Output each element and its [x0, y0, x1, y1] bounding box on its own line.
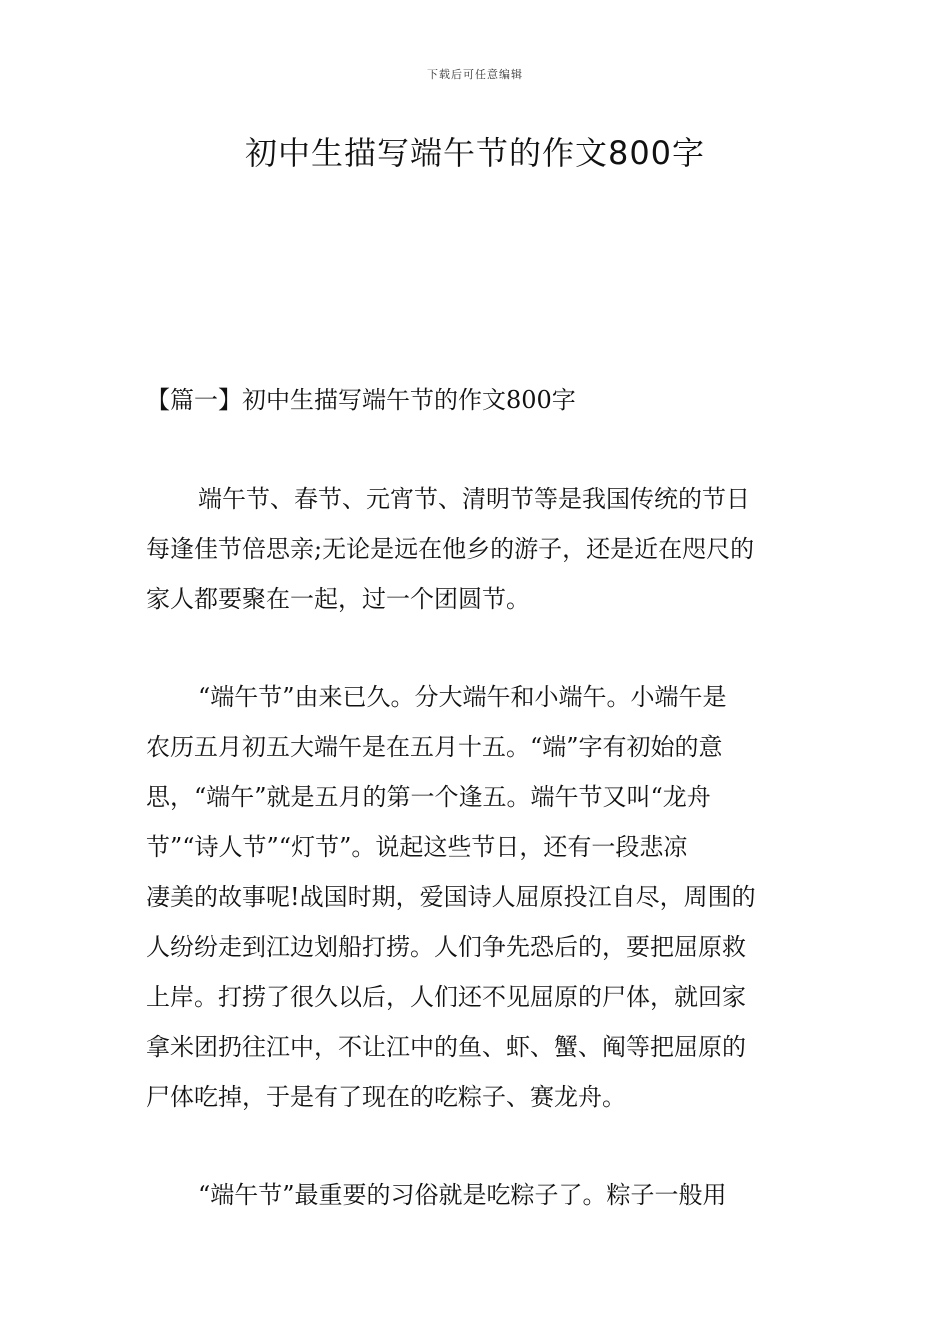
text-line: 凄美的故事呢!战国时期，爱国诗人屈原投江自尽，周围的: [146, 883, 756, 911]
paragraph-2: [146, 672, 806, 1122]
document-title: 初中生描写端午节的作文800字: [244, 134, 706, 172]
text-line: 拿米团扔往江中，不让江中的鱼、虾、蟹、阄等把屈原的: [146, 1033, 746, 1061]
text-line: 思，“端午”就是五月的第一个逢五。端午节又叫“龙舟: [146, 783, 711, 811]
text-line: 端午节、春节、元宵节、清明节等是我国传统的节日: [198, 485, 750, 513]
section-heading: 【篇一】初中生描写端午节的作文800字: [146, 386, 576, 414]
paragraph-3: [146, 1170, 806, 1220]
text-line: “端午节”最重要的习俗就是吃粽子了。粽子一般用: [198, 1181, 727, 1209]
paragraph-1: [146, 474, 806, 624]
text-line: 人纷纷走到江边划船打捞。人们争先恐后的，要把屈原救: [146, 933, 746, 961]
text-line: “端午节”由来已久。分大端午和小端午。小端午是: [198, 683, 727, 711]
text-line: 家人都要聚在一起，过一个团圆节。: [146, 585, 530, 613]
text-line: 上岸。打捞了很久以后，人们还不见屈原的尸体，就回家: [146, 983, 746, 1011]
text-line: 尸体吃掉，于是有了现在的吃粽子、赛龙舟。: [146, 1083, 626, 1111]
text-line: 农历五月初五大端午是在五月十五。“端”字有初始的意: [146, 733, 723, 761]
text-line: 每逢佳节倍思亲;无论是远在他乡的游子，还是近在咫尺的: [146, 535, 755, 563]
text-line: 节”“诗人节”“灯节”。说起这些节日，还有一段悲凉: [146, 833, 688, 861]
document-body: [146, 474, 806, 1268]
header-note: 下载后可任意编辑: [427, 68, 523, 81]
